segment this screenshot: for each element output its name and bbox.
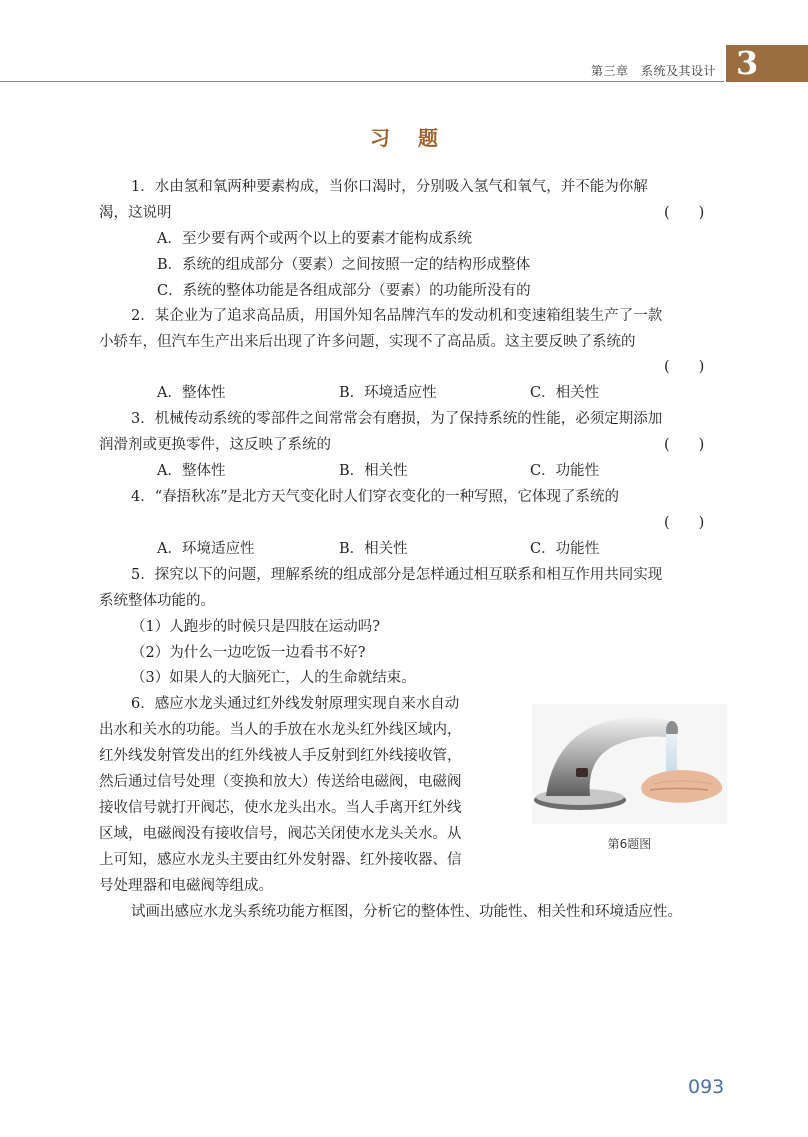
q4-option-b: B．相关性	[339, 541, 408, 557]
q2-answer-bracket: ( )	[664, 359, 705, 375]
chapter-label: 第三章 系统及其设计	[590, 64, 716, 78]
q1-answer-bracket: ( )	[664, 205, 705, 221]
q4-line-1: 4．“春捂秋冻”是北方天气变化时人们穿衣变化的一种写照，它体现了系统的	[131, 489, 620, 505]
q1-line-2: 渴，这说明	[99, 205, 172, 221]
q3-line-2: 润滑剂或更换零件，这反映了系统的	[99, 437, 331, 453]
q3-line-1: 3．机械传动系统的零部件之间常常会有磨损，为了保持系统的性能，必须定期添加	[131, 411, 663, 427]
q2-option-b: B．环境适应性	[339, 385, 437, 401]
chapter-number: 3	[736, 44, 759, 82]
q2-option-c: C．相关性	[530, 385, 600, 401]
q5-item-3: （3）如果人的大脑死亡，人的生命就结束。	[131, 670, 416, 686]
q6-line-6: 区域，电磁阀没有接收信号，阀芯关闭使水龙头关水。从	[99, 826, 462, 842]
q1-line-1: 1．水由氢和氧两种要素构成，当你口渴时，分别吸入氢气和氧气，并不能为你解	[131, 179, 648, 195]
faucet-illustration	[532, 704, 727, 824]
q2-line-1: 2．某企业为了追求高品质，用国外知名品牌汽车的发动机和变速箱组装生产了一款	[131, 308, 663, 324]
q3-answer-bracket: ( )	[664, 437, 705, 453]
q6-line-2: 出水和关水的功能。当人的手放在水龙头红外线区域内，	[99, 722, 462, 738]
q6-line-8: 号处理器和电磁阀等组成。	[99, 878, 273, 894]
q5-item-2: （2）为什么一边吃饭一边看书不好?	[131, 645, 366, 661]
q1-option-c: C．系统的整体功能是各组成部分（要素）的功能所没有的	[157, 283, 531, 299]
q6-line-1: 6．感应水龙头通过红外线发射原理实现自来水自动	[131, 696, 460, 712]
q1-option-a: A．至少要有两个或两个以上的要素才能构成系统	[157, 231, 472, 247]
q2-line-2: 小轿车，但汽车生产出来后出现了许多问题，实现不了高品质。这主要反映了系统的	[99, 334, 636, 350]
q6-line-4: 然后通过信号处理（变换和放大）传送给电磁阀，电磁阀	[99, 774, 462, 790]
q3-option-b: B．相关性	[339, 463, 408, 479]
q6-line-5: 接收信号就打开阀芯，使水龙头出水。当人手离开红外线	[99, 800, 462, 816]
q1-option-b: B．系统的组成部分（要素）之间按照一定的结构形成整体	[157, 257, 531, 273]
page-title: 习题	[370, 126, 466, 150]
q6-line-7: 上可知，感应水龙头主要由红外发射器、红外接收器、信	[99, 852, 462, 868]
q5-item-1: （1）人跑步的时候只是四肢在运动吗?	[131, 619, 380, 635]
q4-option-a: A．环境适应性	[157, 541, 255, 557]
header-rule	[0, 81, 724, 82]
q4-answer-bracket: ( )	[664, 515, 705, 531]
faucet-figure	[532, 704, 727, 824]
page-number: 093	[688, 1076, 725, 1098]
q2-option-a: A．整体性	[157, 385, 226, 401]
q4-option-c: C．功能性	[530, 541, 600, 557]
q5-line-2: 系统整体功能的。	[99, 593, 215, 609]
q6-instruction: 试画出感应水龙头系统功能方框图，分析它的整体性、功能性、相关性和环境适应性。	[131, 904, 682, 920]
q3-option-c: C．功能性	[530, 463, 600, 479]
q3-option-a: A．整体性	[157, 463, 226, 479]
q5-line-1: 5．探究以下的问题，理解系统的组成部分是怎样通过相互联系和相互作用共同实现	[131, 567, 663, 583]
figure-caption: 第6题图	[607, 837, 652, 851]
q6-line-3: 红外线发射管发出的红外线被人手反射到红外线接收管，	[99, 748, 462, 764]
